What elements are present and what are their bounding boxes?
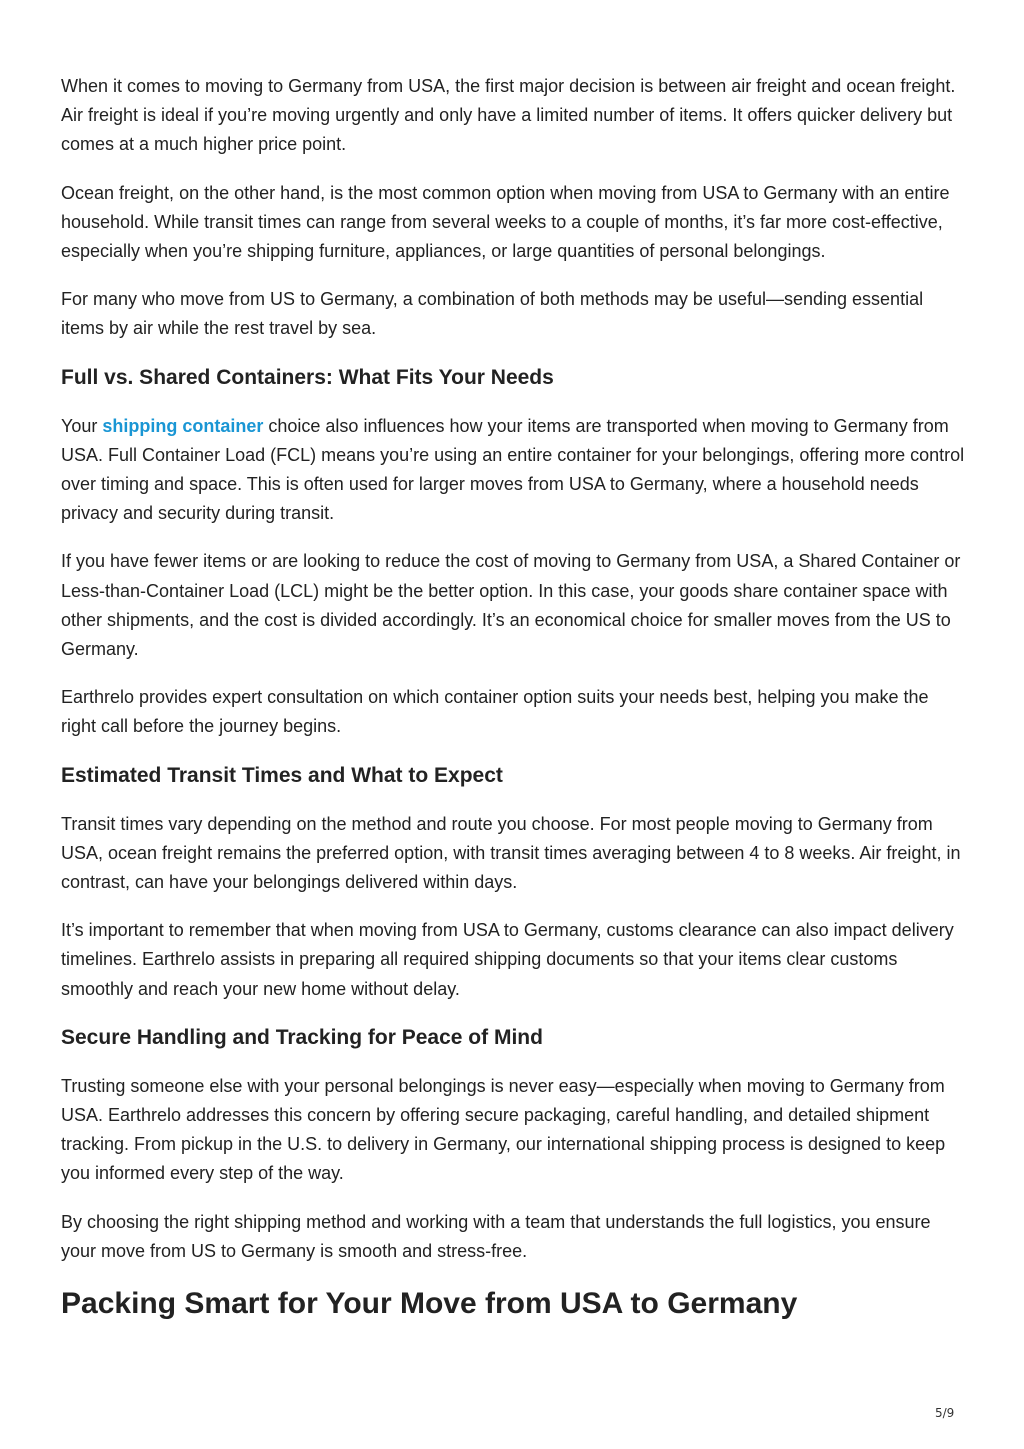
paragraph-air-vs-ocean: When it comes to moving to Germany from USA, the first major decision is between air freight and ocean freight. Air freight is ideal if you’re moving urgently and only have a limited number of items. It offers quicker delivery but comes at a much higher price point. [61, 76, 956, 155]
heading-transit: Estimated Transit Times and What to Expect [61, 763, 503, 787]
article-body [61, 72, 966, 1323]
paragraph-secure-handling: Trusting someone else with your personal belongings is never easy—especially when moving to Germany from USA. Earthrelo addresses this concern by offering secure packaging, careful handling, and detailed shipment tracking. From pickup in the U.S. to delivery in Germany, our international shipping process is designed to keep you informed every step of the way. [61, 1075, 946, 1184]
paragraph-fcl [61, 412, 966, 529]
paragraph-consultation: Earthrelo provides expert consultation on which container option suits your needs best, helping you make the right call before the journey begins. [61, 687, 929, 737]
heading-secure: Secure Handling and Tracking for Peace of Mind [61, 1025, 543, 1049]
page-number: 5/9 [935, 1406, 955, 1420]
paragraph-transit-times: Transit times vary depending on the method and route you choose. For most people moving to Germany from USA, ocean freight remains the preferred option, with transit times averaging between 4 to 8 weeks. Air freight, in contrast, can have your belongings delivered within days. [61, 813, 961, 893]
paragraph-combination: For many who move from US to Germany, a combination of both methods may be useful—sending essential items by air while the rest travel by sea. [61, 289, 924, 339]
paragraph-right-method: By choosing the right shipping method and working with a team that understands the full logistics, you ensure your move from US to Germany is smooth and stress-free. [61, 1211, 931, 1261]
heading-packing: Packing Smart for Your Move from USA to Germany [61, 1287, 798, 1321]
paragraph-fcl-lead: Your [61, 415, 103, 436]
paragraph-customs: It’s important to remember that when moving from USA to Germany, customs clearance can also impact delivery timelines. Earthrelo assists in preparing all required shipping documents so that your items clear customs smoothly and reach your new home without delay. [61, 920, 954, 999]
shipping-container-link[interactable]: shipping container [102, 415, 264, 436]
paragraph-fcl-rest: choice also influences how your items are transported when moving to Germany from USA. Full Container Load (FCL) means you’re using an entire container for your belongings, offering more control over timing and space. This is often used for larger moves from USA to Germany, where a household needs privacy and security during transit. [61, 415, 965, 524]
paragraph-ocean-freight: Ocean freight, on the other hand, is the most common option when moving from USA to Germany with an entire household. While transit times can range from several weeks to a couple of months, it’s far more cost-effective, especially when you’re shipping furniture, appliances, or large quantities of personal belongings. [61, 182, 950, 262]
paragraph-lcl: If you have fewer items or are looking to reduce the cost of moving to Germany from USA, a Shared Container or Less-than-Container Load (LCL) might be the better option. In this case, your goods share container space with other shipments, and the cost is divided accordingly. It’s an economical choice for smaller moves from the US to Germany. [61, 551, 961, 660]
heading-containers: Full vs. Shared Containers: What Fits Your Needs [61, 365, 554, 389]
